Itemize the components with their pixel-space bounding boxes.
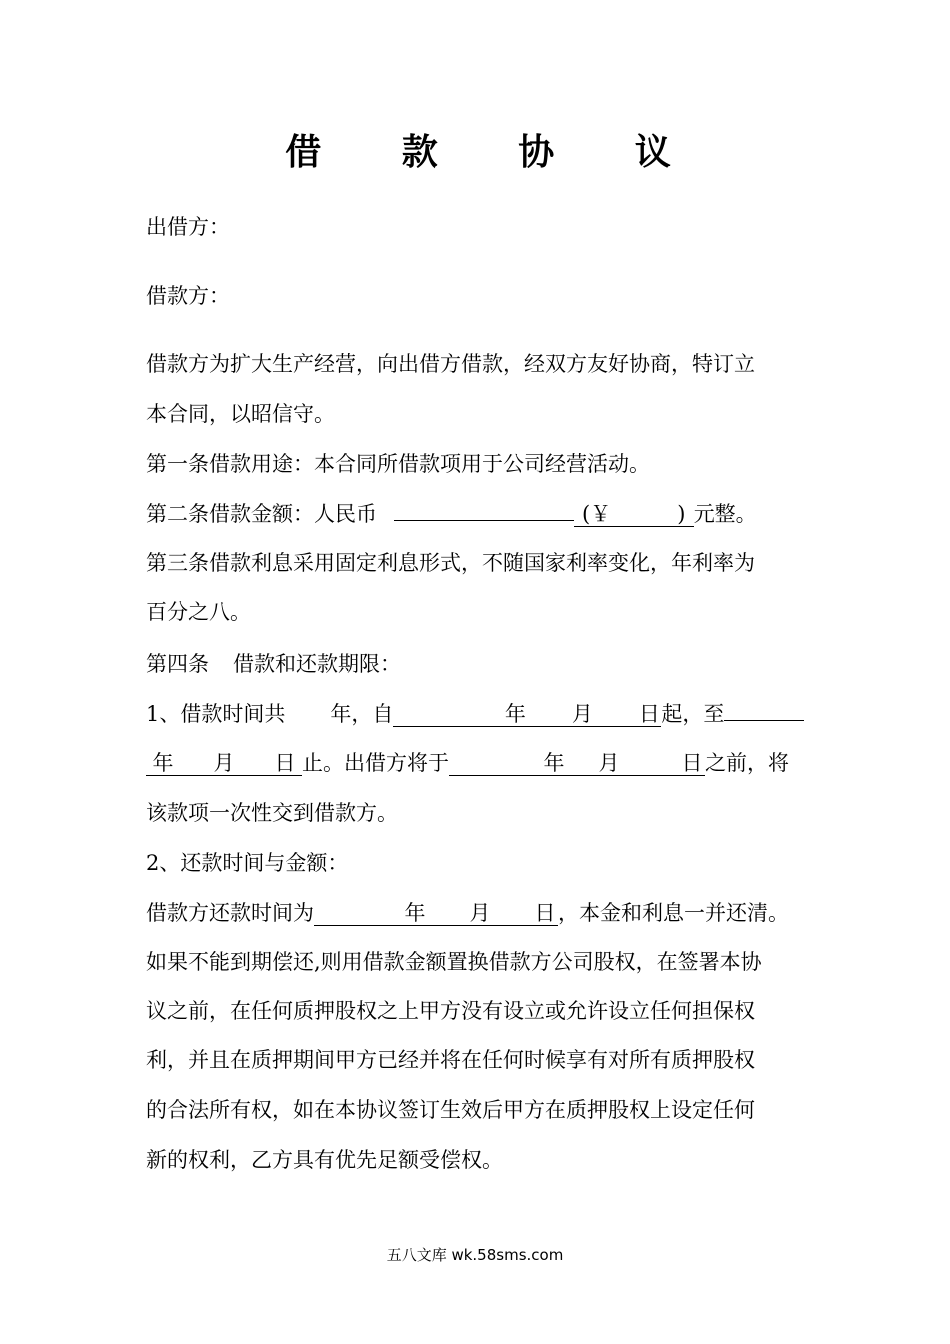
article-2-suffix: 元整。 [693, 502, 757, 526]
article-4-heading [146, 649, 401, 679]
intro-line-1: 借款方为扩大生产经营，向出借方借款，经双方友好协商，特订立 [146, 352, 755, 376]
clause-line-5: 新的权利，乙方具有优先足额受偿权。 [146, 1148, 503, 1172]
document-title: 借 款 协 议 [285, 131, 705, 173]
article-4-number: 第四条 [146, 652, 209, 676]
term-line-1: 1、借款时间共 年，自 年 月 日起，至 [146, 699, 804, 729]
repayment-date-blank: 年 月 日 [314, 901, 558, 926]
clause-line-2: 议之前，在任何质押股权之上甲方没有设立或允许设立任何担保权 [146, 999, 755, 1023]
article-2-prefix: 第二条借款金额：人民币 [146, 502, 377, 526]
clause-line-1: 如果不能到期偿还,则用借款金额置换借款方公司股权，在签署本协 [146, 950, 762, 974]
repayment-heading: 2、还款时间与金额： [146, 851, 349, 875]
intro-line-2: 本合同，以昭信守。 [146, 402, 335, 426]
end-year-blank [724, 720, 804, 721]
term-line-2: 年 月 日 止。出借方将于 年 月 日 之前，将 [146, 748, 789, 778]
article-2 [146, 499, 757, 529]
article-3-line-2: 百分之八。 [146, 600, 251, 624]
article-1: 第一条借款用途：本合同所借款项用于公司经营活动。 [146, 452, 650, 476]
lender-label: 出借方： [146, 215, 230, 239]
article-4-heading-text: 借款和还款期限： [233, 652, 401, 676]
clause-line-3: 利，并且在质押期间甲方已经并将在任何时候享有对所有质押股权 [146, 1048, 755, 1072]
footer-watermark: 五八文库 wk.58sms.com [386, 1246, 564, 1264]
repayment-date-line: 借款方还款时间为 年 月 日 ，本金和利息一并还清。 [146, 901, 789, 925]
amount-figure-blank: (￥ ) [574, 502, 694, 527]
article-3-line-1: 第三条借款利息采用固定利息形式，不随国家利率变化，年利率为 [146, 551, 755, 575]
delivery-date-blank: 年 月 日 [449, 751, 705, 776]
start-date-blank: 年 月 日 [393, 702, 661, 727]
clause-line-4: 的合法所有权，如在本协议签订生效后甲方在质押股权上设定任何 [146, 1098, 755, 1122]
term-line-3: 该款项一次性交到借款方。 [146, 801, 398, 825]
amount-blank [394, 520, 574, 521]
end-date-blank: 年 月 日 [146, 751, 302, 776]
borrower-label: 借款方： [146, 284, 230, 308]
